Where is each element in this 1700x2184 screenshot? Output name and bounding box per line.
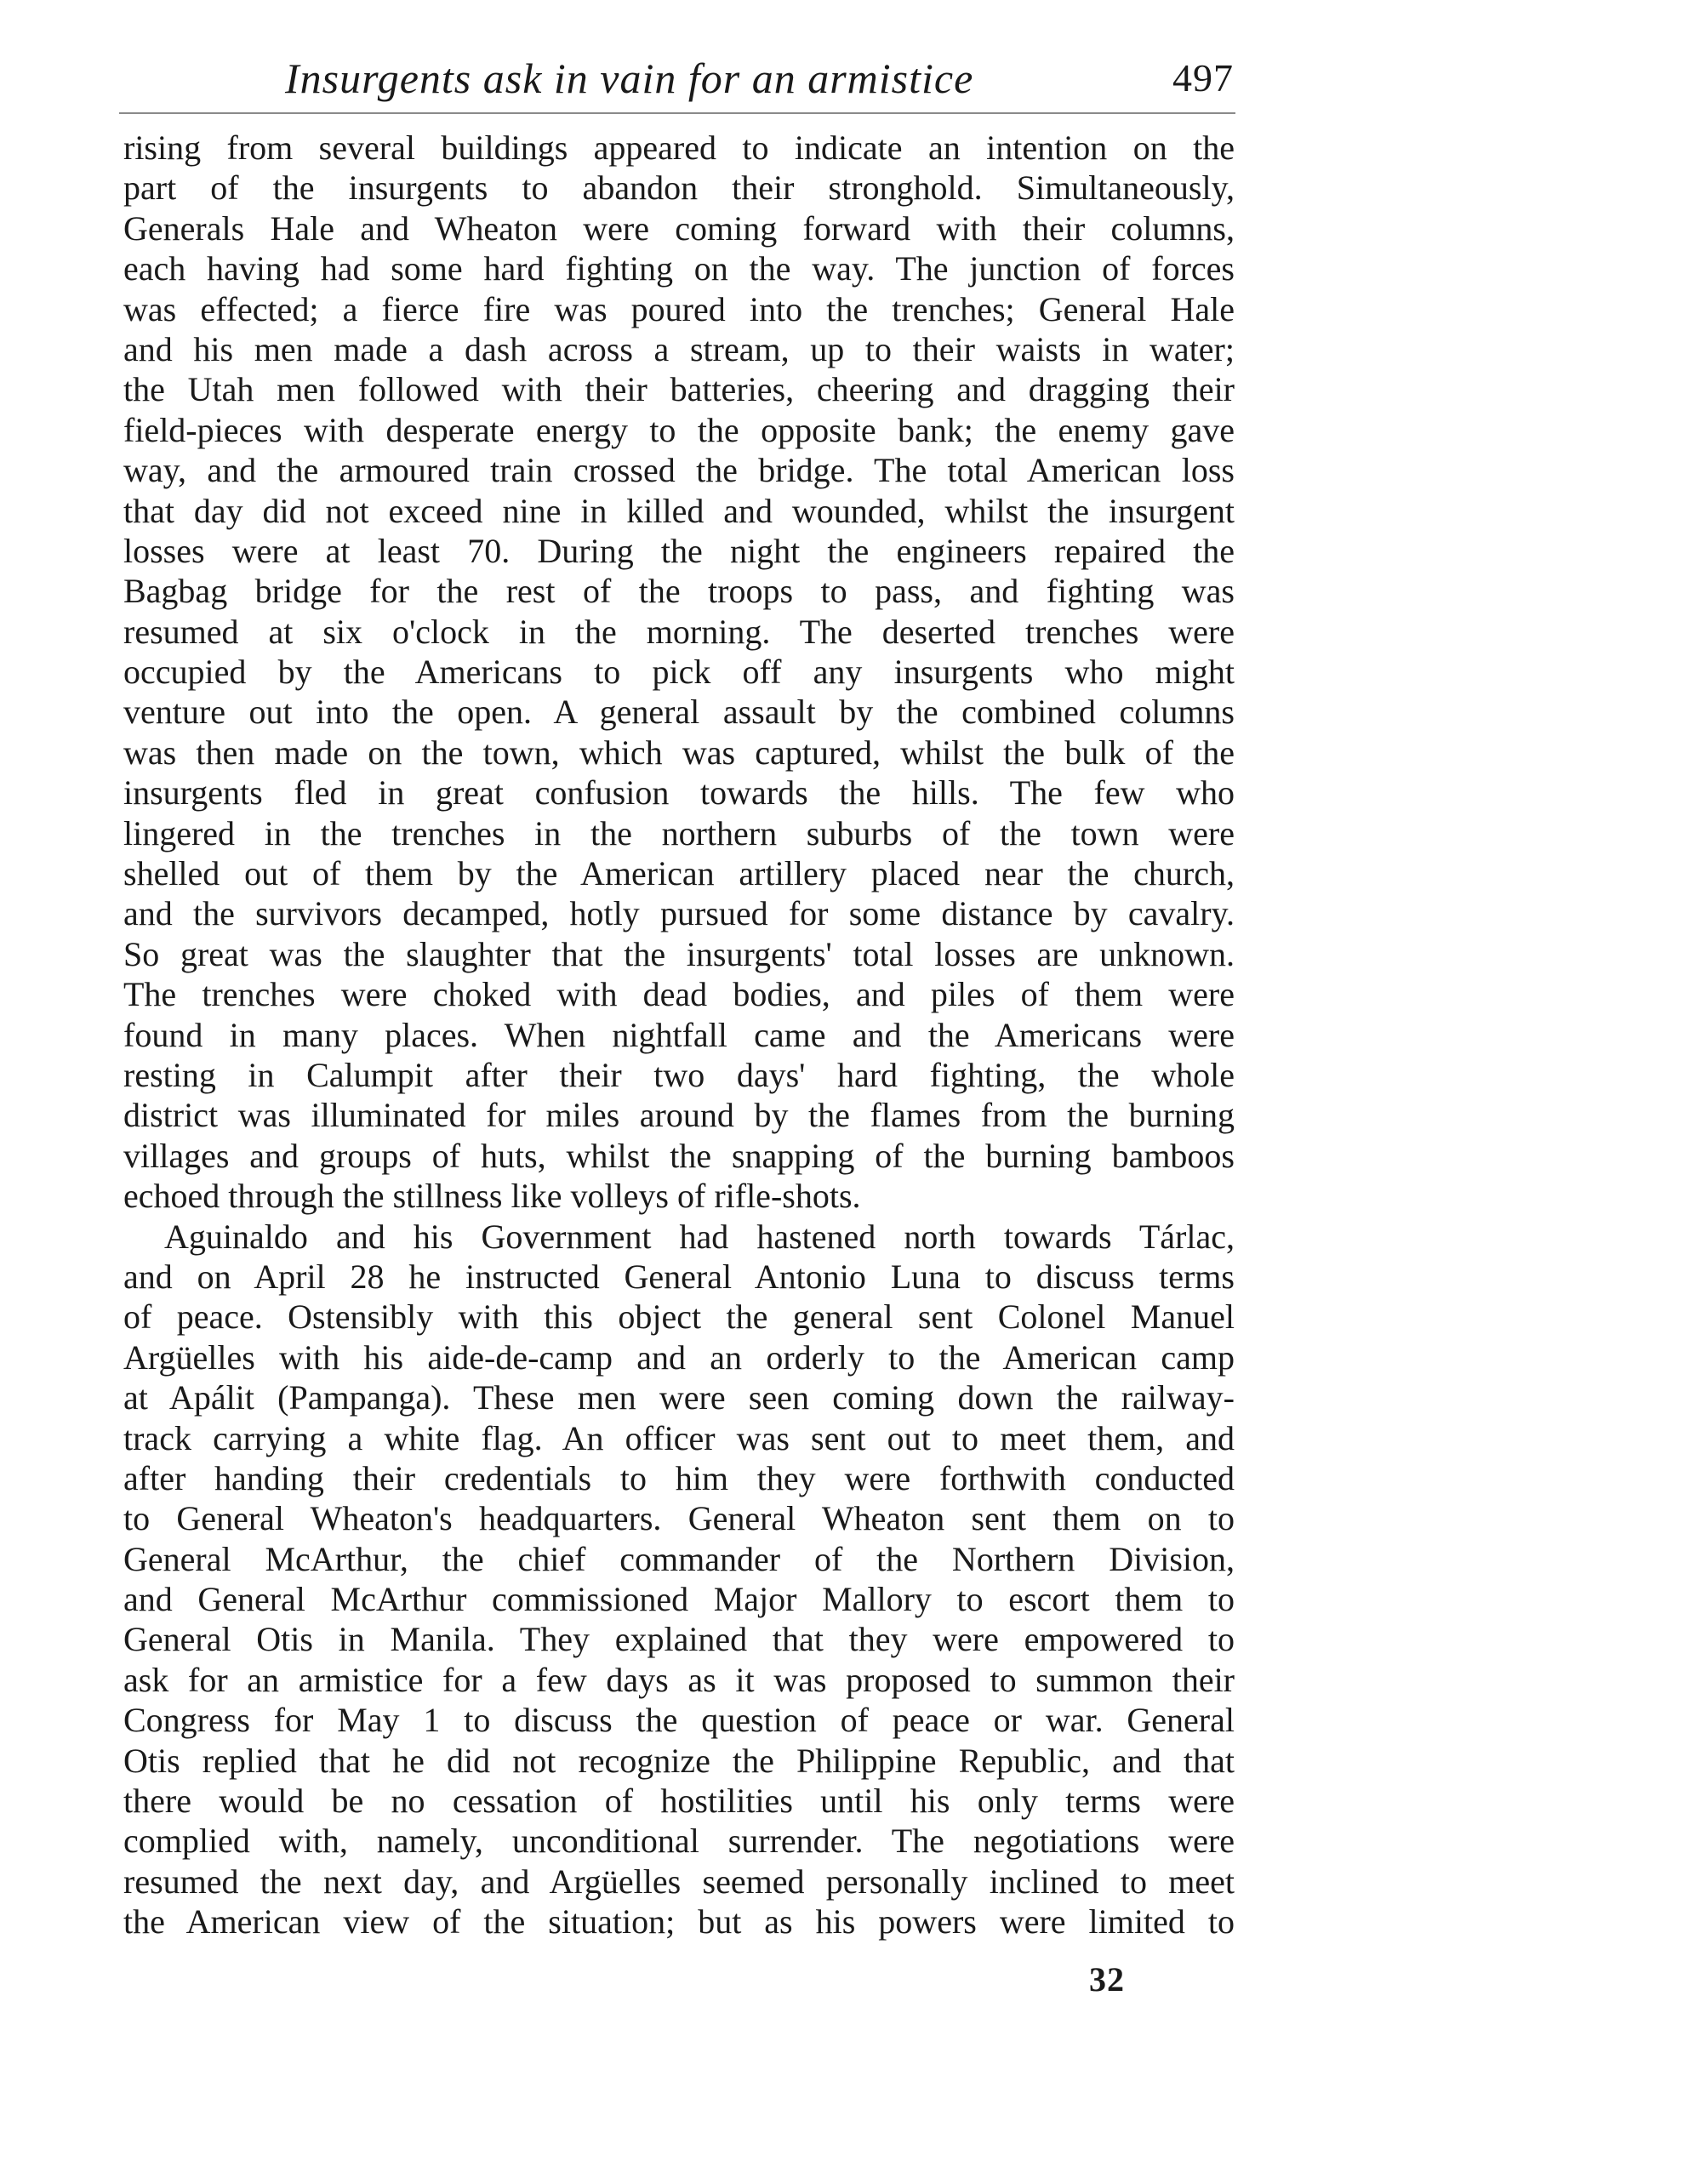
text-line: The trenches were choked with dead bodies, and piles of them were [123, 975, 1235, 1014]
text-line: losses were at least 70. During the night the engineers repaired the [123, 531, 1235, 570]
text-line: and on April 28 he instructed General Antonio Luna to discuss terms [123, 1257, 1235, 1296]
text-line: insurgents fled in great confusion towards the hills. The few who [123, 773, 1235, 813]
text-line: of peace. Ostensibly with this object the general sent Colonel Manuel [123, 1297, 1235, 1337]
text-line: resting in Calumpit after their two days' hard fighting, the whole [123, 1055, 1235, 1094]
text-line: General Otis in Manila. They explained that they were empowered to [123, 1620, 1235, 1659]
text-line: Generals Hale and Wheaton were coming forward with their columns, [123, 208, 1235, 248]
text-line: district was illuminated for miles around by the flames from the burning [123, 1096, 1235, 1135]
paragraph-1 [123, 128, 1235, 1217]
text-line: found in many places. When nightfall came and the Americans were [123, 1015, 1235, 1054]
text-line: part of the insurgents to abandon their stronghold. Simultaneously, [123, 168, 1235, 208]
text-line: and General McArthur commissioned Major Mallory to escort them to [123, 1580, 1235, 1619]
text-line: Aguinaldo and his Government had hastened north towards Tárlac, [164, 1217, 1235, 1256]
text-line: the American view of the situation; but as his powers were limited to [123, 1902, 1235, 1942]
text-line: was effected; a fierce fire was poured into the trenches; General Hale [123, 289, 1235, 328]
text-line: resumed the next day, and Argüelles seemed personally inclined to meet [123, 1862, 1235, 1901]
text-line: and his men made a dash across a stream, up to their waists in water; [123, 329, 1235, 368]
text-line: resumed at six o'clock in the morning. The deserted trenches were [123, 612, 1235, 651]
header-rule [119, 112, 1235, 114]
text-line: complied with, namely, unconditional surrender. The negotiations were [123, 1822, 1235, 1861]
text-line: that day did not exceed nine in killed and wounded, whilst the insurgent [123, 491, 1235, 530]
text-line: Congress for May 1 to discuss the question of peace or war. General [123, 1701, 1235, 1740]
text-line: So great was the slaughter that the insurgents' total losses are unknown. [123, 934, 1235, 973]
text-line: lingered in the trenches in the northern suburbs of the town were [123, 813, 1235, 853]
text-line: echoed through the stillness like volleys of rifle-shots. [123, 1177, 861, 1216]
text-line: venture out into the open. A general assault by the combined columns [123, 693, 1235, 732]
running-title: Insurgents ask in vain for an armistice [285, 54, 974, 102]
text-line: villages and groups of huts, whilst the snapping of the burning bamboos [123, 1136, 1235, 1175]
text-line: each having had some hard fighting on the way. The junction of forces [123, 249, 1235, 288]
text-line: was then made on the town, which was captured, whilst the bulk of the [123, 733, 1235, 772]
running-head [119, 44, 1234, 112]
body-text [123, 128, 1235, 1942]
text-line: ask for an armistice for a few days as it was proposed to summon their [123, 1660, 1235, 1699]
text-line: Bagbag bridge for the rest of the troops to pass, and fighting was [123, 572, 1235, 611]
text-line: shelled out of them by the American artillery placed near the church, [123, 854, 1235, 893]
text-line: there would be no cessation of hostilities until his only terms were [123, 1782, 1235, 1821]
text-line: field-pieces with desperate energy to the opposite bank; the enemy gave [123, 410, 1235, 449]
text-line: General McArthur, the chief commander of the Northern Division, [123, 1539, 1235, 1578]
text-line: and the survivors decamped, hotly pursued for some distance by cavalry. [123, 894, 1235, 933]
text-line: way, and the armoured train crossed the bridge. The total American loss [123, 451, 1235, 490]
text-line: rising from several buildings appeared to indicate an intention on the [123, 128, 1235, 167]
text-line: occupied by the Americans to pick off any insurgents who might [123, 653, 1235, 692]
text-line: Argüelles with his aide-de-camp and an orderly to the American camp [123, 1337, 1235, 1377]
signature-mark: 32 [1089, 1960, 1125, 1999]
text-line: to General Wheaton's headquarters. General Wheaton sent them on to [123, 1499, 1235, 1538]
paragraph-2 [123, 1217, 1235, 1942]
page-number: 497 [1172, 56, 1234, 100]
text-line: the Utah men followed with their batteries, cheering and dragging their [123, 370, 1235, 409]
text-line: track carrying a white flag. An officer was sent out to meet them, and [123, 1418, 1235, 1457]
text-line: Otis replied that he did not recognize the Philippine Republic, and that [123, 1741, 1235, 1780]
text-line: at Apálit (Pampanga). These men were seen coming down the railway- [123, 1378, 1235, 1417]
text-line: after handing their credentials to him they were forthwith conducted [123, 1458, 1235, 1497]
